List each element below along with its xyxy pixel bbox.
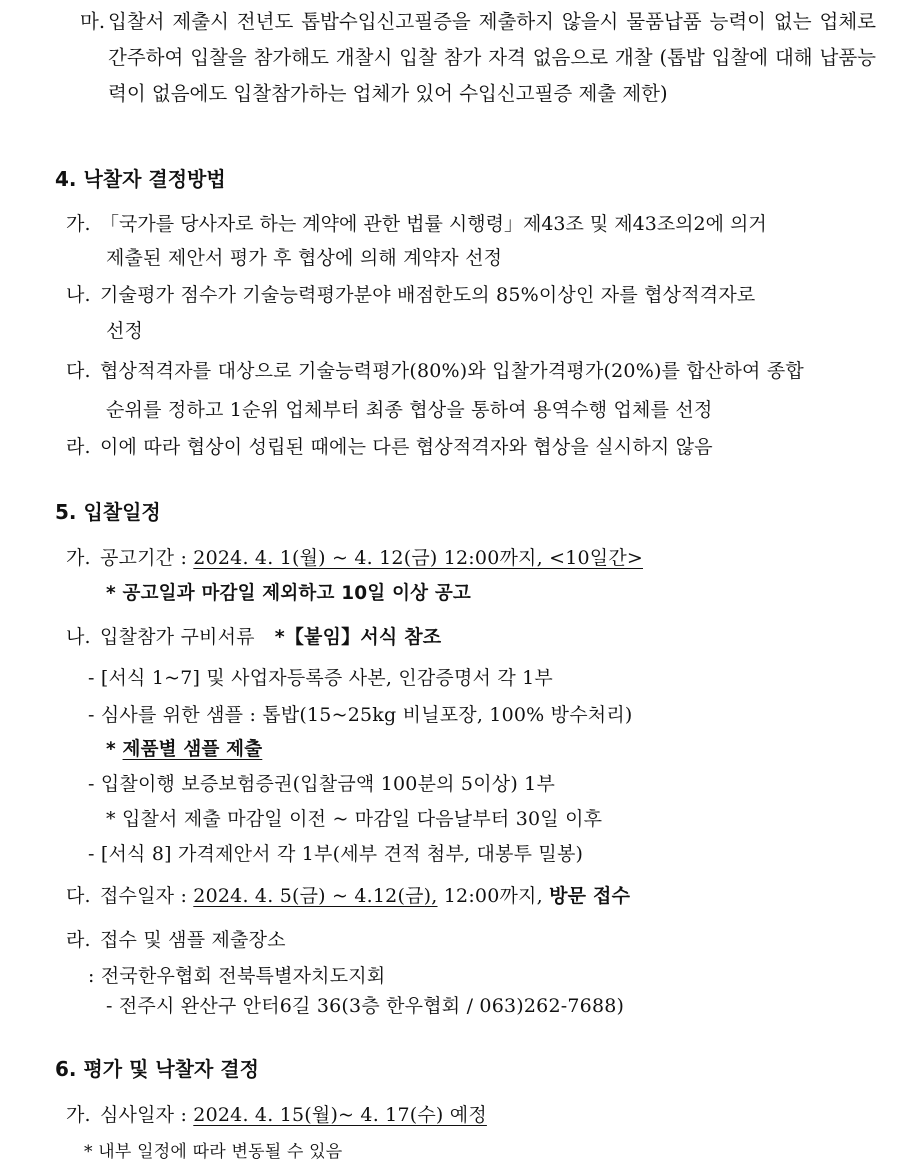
s5-da-line [100,883,630,909]
s4-ra-label: 라. [66,436,91,458]
s4-da-line1: 협상적격자를 대상으로 기술능력평가(80%)와 입찰가격평가(20%)를 합산하여 종합 [100,360,804,382]
item-ma-text: 입찰서 제출시 전년도 톱밥수입신고필증을 제출하지 않을시 물품납품 능력이 없는 업체로 간주하여 입찰을 참가해도 개찰시 입찰 참가 자격 없음으로 개찰 (톱밥 입찰에 대해 납품능력이 없음에도 입찰참가하는 업체가 있어 수입신고필증 제출 제한) [108,10,876,105]
s5-ga-prefix: 공고기간 : [100,547,194,569]
s5-da-label: 다. [66,885,91,907]
s4-ga-label: 가. [66,213,91,235]
s5-na-sample-star: * [106,739,116,760]
s5-na-sample-text: 제품별 샘플 제출 [122,739,263,760]
s4-da-line2: 순위를 정하고 1순위 업체부터 최종 협상을 통하여 용역수행 업체를 선정 [106,399,713,421]
s4-na-line1: 기술평가 점수가 기술능력평가분야 배점한도의 85%이상인 자를 협상적격자로 [100,284,756,306]
s6-ga-period: 2024. 4. 15(월)~ 4. 17(수) 예정 [193,1104,487,1126]
s5-na-item-3: - 입찰이행 보증보험증권(입찰금액 100분의 5이상) 1부 [88,773,556,795]
s5-ra-place: : 전국한우협회 전북특별자치도지회 [88,965,386,987]
s5-na-item-4: * 입찰서 제출 마감일 이전 ~ 마감일 다음날부터 30일 이후 [106,808,603,830]
s5-na-item-1: - [서식 1~7] 및 사업자등록증 사본, 인감증명서 각 1부 [88,667,553,689]
s5-da-method: 방문 접수 [549,885,631,907]
s4-na-label: 나. [66,284,91,306]
s5-da-time: 12:00까지, [437,885,550,907]
s5-da-prefix: 접수일자 : [100,885,194,907]
section5-heading: 5. 입찰일정 [55,500,161,524]
s4-ga-line2: 제출된 제안서 평가 후 협상에 의해 계약자 선정 [106,247,503,269]
s5-ra-address: - 전주시 완산구 안터6길 36(3층 한우협회 / 063)262-7688) [106,995,625,1017]
s5-na-sample-note [106,737,262,763]
s4-ra-line1: 이에 따라 협상이 성립된 때에는 다른 협상적격자와 협상을 실시하지 않음 [100,436,713,458]
s5-ga-note: * 공고일과 마감일 제외하고 10일 이상 공고 [106,583,472,604]
s5-ra-title: 접수 및 샘플 제출장소 [100,929,286,951]
s6-ga-prefix: 심사일자 : [100,1104,194,1126]
s6-ga-label: 가. [66,1104,91,1126]
s5-na-item-2: - 심사를 위한 샘플 : 톱밥(15~25kg 비닐포장, 100% 방수처리) [88,704,633,726]
s5-ga-label: 가. [66,547,91,569]
s4-ga-line1 [100,211,876,237]
section6-heading: 6. 평가 및 낙찰자 결정 [55,1057,259,1081]
item-ma [80,4,876,112]
s5-ga-period: 2024. 4. 1(월) ~ 4. 12(금) 12:00까지, <10일간> [193,547,643,569]
s5-na-item-5: - [서식 8] 가격제안서 각 1부(세부 견적 첨부, 대봉투 밀봉) [88,843,584,865]
s6-ga-line [100,1102,487,1128]
s4-da-label: 다. [66,360,91,382]
s5-ra-label: 라. [66,929,91,951]
s5-na-line [100,624,441,650]
s5-ga-line [100,545,643,571]
s5-na-prefix: 입찰참가 구비서류 [100,626,255,648]
s5-na-ref: *【붙임】서식 참조 [274,626,442,648]
item-ma-label: 마. [80,10,106,33]
s5-da-period: 2024. 4. 5(금) ~ 4.12(금), [193,885,438,907]
section4-heading: 4. 낙찰자 결정방법 [55,167,226,191]
s4-na-line2: 선정 [106,320,144,342]
s5-na-label: 나. [66,626,91,648]
s4-ga-line1-text: 「국가를 당사자로 하는 계약에 관한 법률 시행령」제43조 및 제43조의2에 의거 [100,213,767,235]
s6-ga-note: * 내부 일정에 따라 변동될 수 있음 [84,1142,343,1162]
